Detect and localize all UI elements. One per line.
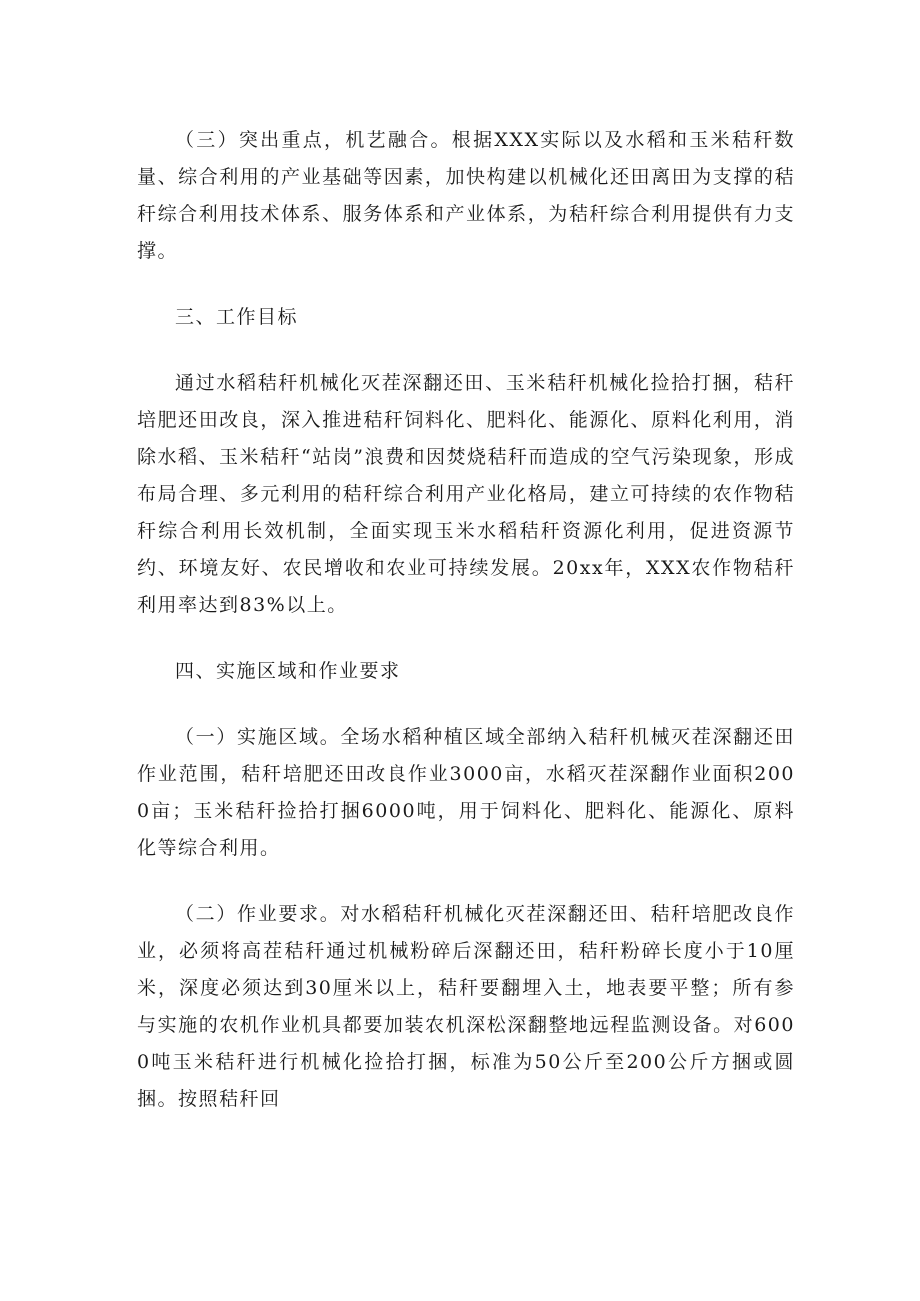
section-heading-work-goals: 三、工作目标 [175,306,299,328]
paragraph-implementation-area: （一）实施区域。全场水稻种植区域全部纳入秸秆机械灭茬深翻还田作业范围，秸秆培肥还田改良作业3000亩，水稻灭茬深翻作业面积2000亩；玉米秸秆捡拾打捆6000吨，用于饲料化、肥料化、能源化、原料化等综合利用。 [137,726,795,859]
document-body [137,122,795,1147]
paragraph-operation-requirements: （二）作业要求。对水稻秸秆机械化灭茬深翻还田、秸秆培肥改良作业，必须将高茬秸秆通过机械粉碎后深翻还田，秸秆粉碎长度小于10厘米，深度必须达到30厘米以上，秸秆要翻埋入土，地表要平整；所有参与实施的农机作业机具都要加装农机深松深翻整地远程监测设备。对6000吨玉米秸秆进行机械化捡拾打捆，标准为50公斤至200公斤方捆或圆捆。按照秸秆回 [137,903,795,1110]
paragraph-work-goals: 通过水稻秸秆机械化灭茬深翻还田、玉米秸秆机械化捡拾打捆，秸秆培肥还田改良，深入推进秸秆饲料化、肥料化、能源化、原料化利用，消除水稻、玉米秸秆“站岗”浪费和因焚烧秸秆而造成的空气污染现象，形成布局合理、多元利用的秸秆综合利用产业化格局，建立可持续的农作物秸秆综合利用长效机制，全面实现玉米水稻秸秆资源化利用，促进资源节约、环境友好、农民增收和农业可持续发展。20xx年，XXX农作物秸秆利用率达到83%以上。 [137,372,795,616]
paragraph-highlight-integration: （三）突出重点，机艺融合。根据XXX实际以及水稻和玉米秸秆数量、综合利用的产业基础等因素，加快构建以机械化还田离田为支撑的秸秆综合利用技术体系、服务体系和产业体系，为秸秆综合利用提供有力支撑。 [137,129,795,262]
section-heading-implementation-area: 四、实施区域和作业要求 [175,660,401,682]
